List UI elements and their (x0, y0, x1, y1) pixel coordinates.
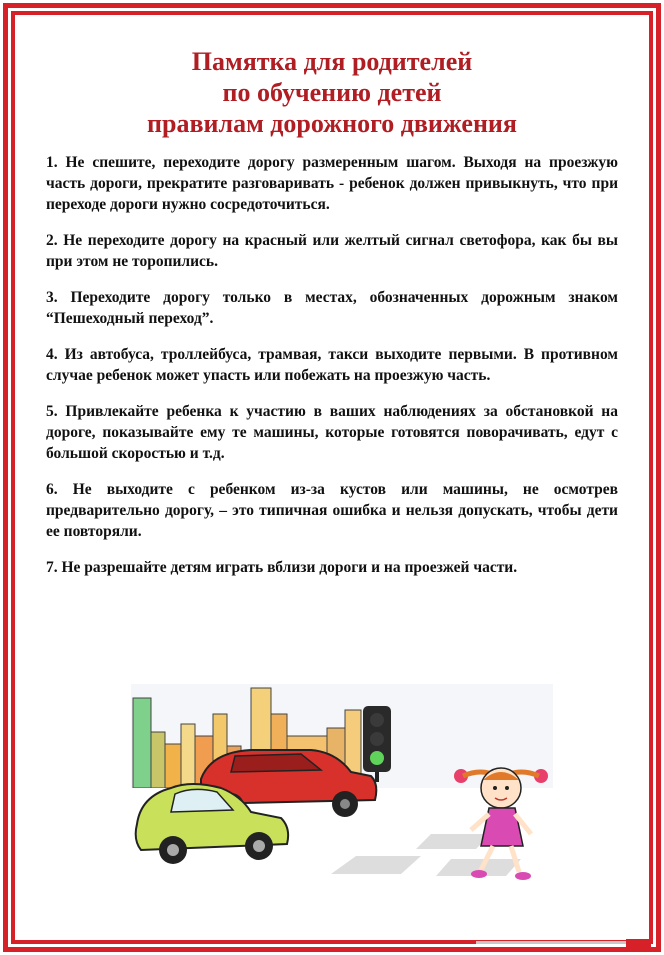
rule-item-2: 2. Не переходите дорогу на красный или желтый сигнал светофора, как бы вы при этом не торопились. (46, 232, 618, 270)
title-line-2: по обучению детей (222, 78, 442, 107)
title-line-1: Памятка для родителей (191, 47, 473, 76)
street-illustration (131, 684, 553, 892)
footer-watermark-svg (476, 939, 651, 947)
rule-item-5: 5. Привлекайте ребенка к участию в ваших наблюдениях за обстановкой на дороге, показывайте ему те машины, которые готовятся поворачивать, едут с большой скоростью и т.д. (46, 403, 618, 462)
rule-item-6: 6. Не выходите с ребенком из-за кустов или машины, не осмотрев предварительно дорогу, – это типичная ошибка и нельзя допускать, чтобы дети ее повторяли. (46, 481, 618, 540)
rule-item-7: 7. Не разрешайте детям играть вблизи дороги и на проезжей части. (46, 559, 518, 576)
rule-item-1: 1. Не спешите, переходите дорогу размеренным шагом. Выходя на проезжую часть дороги, прекратите разговаривать - ребенок должен привыкнуть, что при переходе дороги нужно сосредоточиться. (46, 154, 618, 213)
rule-item-3: 3. Переходите дорогу только в местах, обозначенных дорожным знаком “Пешеходный переход”. (46, 289, 618, 327)
rule-item-4: 4. Из автобуса, троллейбуса, трамвая, такси выходите первыми. В противном случае ребенок может упасть или побежать на проезжую часть. (46, 346, 618, 384)
rules-list (46, 152, 618, 593)
footer-watermark (476, 934, 651, 942)
page-title (0, 46, 664, 139)
traffic-light-icon (363, 706, 391, 782)
street-scene-svg (131, 684, 553, 892)
title-line-3: правилам дорожного движения (147, 109, 517, 138)
